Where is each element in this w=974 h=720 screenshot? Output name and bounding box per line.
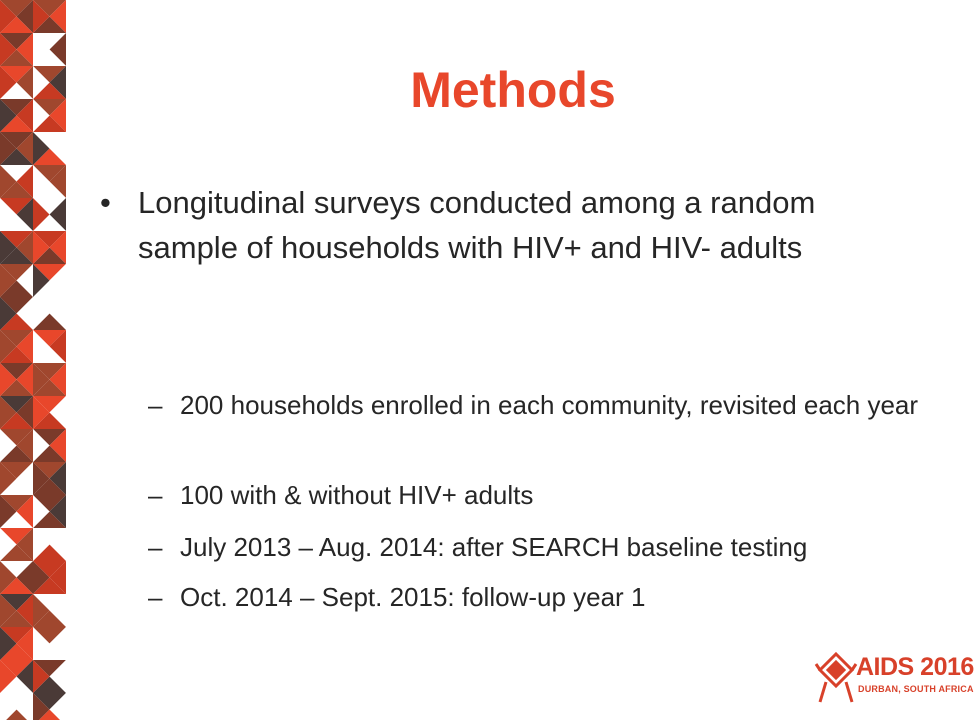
- dash-marker: –: [148, 390, 163, 420]
- logo-subtitle: DURBAN, SOUTH AFRICA: [858, 684, 974, 694]
- side-triangle-pattern: [0, 0, 66, 720]
- sub-bullet-4: [148, 578, 938, 616]
- sub-bullet-3: [148, 528, 938, 566]
- bullet-marker: •: [100, 185, 111, 220]
- dash-marker: –: [148, 532, 163, 562]
- sub-bullet-text: 100 with & without HIV+ adults: [180, 480, 534, 510]
- slide-title: Methods: [410, 62, 616, 118]
- dash-marker: –: [148, 480, 163, 510]
- logo-title: AIDS 2016: [856, 653, 974, 681]
- main-bullet-text: Longitudinal surveys conducted among a random sample of households with HIV+ and HIV- adults: [138, 185, 816, 265]
- sub-bullet-text: Oct. 2014 – Sept. 2015: follow-up year 1: [180, 582, 646, 612]
- main-bullet: [100, 180, 900, 270]
- sub-bullet-2: [148, 476, 938, 514]
- sub-bullet-text: 200 households enrolled in each community, revisited each year: [180, 390, 919, 420]
- sub-bullet-text: July 2013 – Aug. 2014: after SEARCH baseline testing: [180, 532, 808, 562]
- sub-bullet-1: [148, 386, 938, 424]
- dash-marker: –: [148, 582, 163, 612]
